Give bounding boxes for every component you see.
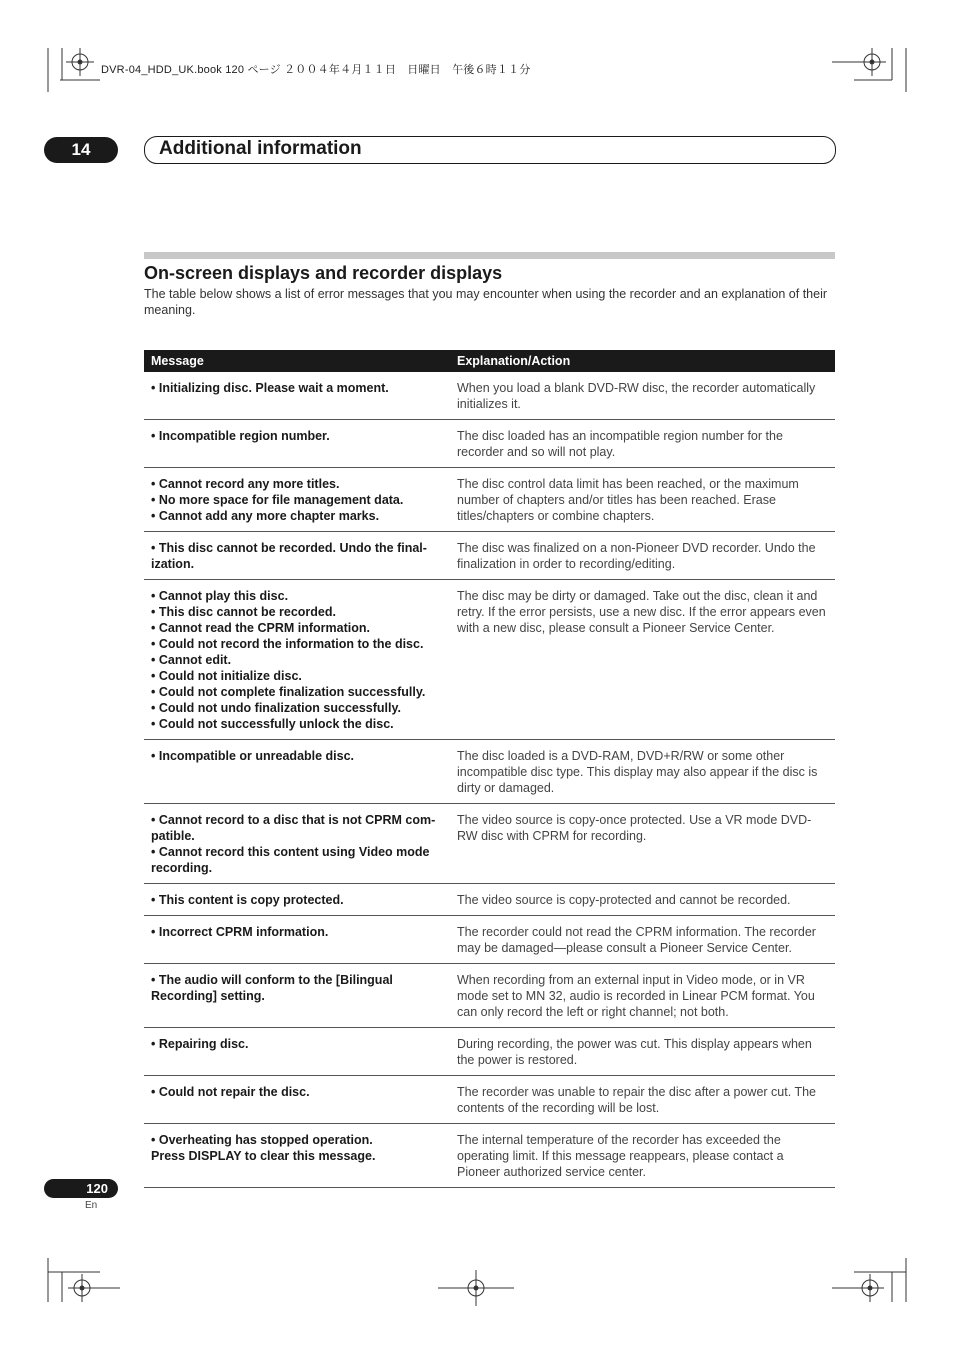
file-info-header: DVR-04_HDD_UK.book 120 ページ ２００４年４月１１日 日曜日 午後６時１１分 xyxy=(101,64,531,76)
message-cell xyxy=(144,884,450,916)
message-line: • Cannot record to a disc that is not CPRM com-patible. xyxy=(151,813,436,843)
error-message-table xyxy=(144,350,835,1188)
message-line: • Cannot play this disc. xyxy=(151,589,289,603)
explanation-cell: The disc was finalized on a non-Pioneer DVD recorder. Undo the finalization in order to recording/editing. xyxy=(450,532,835,580)
message-line: • Could not complete finalization successfully. xyxy=(151,685,426,699)
chapter-title: Additional information xyxy=(159,138,362,159)
message-line: • No more space for file management data. xyxy=(151,493,404,507)
explanation-cell: The disc may be dirty or damaged. Take out the disc, clean it and retry. If the error persists, use a new disc. If the error appears even with a new disc, please consult a Pioneer Service Center. xyxy=(450,580,835,740)
page-number-badge: 120 xyxy=(44,1179,118,1198)
message-line: Press DISPLAY to clear this message. xyxy=(151,1149,376,1163)
message-line: • This content is copy protected. xyxy=(151,893,344,907)
table-row xyxy=(144,740,835,804)
table-row xyxy=(144,1124,835,1188)
explanation-cell: During recording, the power was cut. This display appears when the power is restored. xyxy=(450,1028,835,1076)
message-cell xyxy=(144,964,450,1028)
message-cell xyxy=(144,532,450,580)
message-line: • Incorrect CPRM information. xyxy=(151,925,329,939)
explanation-cell: When recording from an external input in Video mode, or in VR mode set to MN 32, audio is recorded in Linear PCM format. You can only record the left or right channel; not both. xyxy=(450,964,835,1028)
message-line: • Cannot read the CPRM information. xyxy=(151,621,370,635)
column-header-message: Message xyxy=(144,350,450,372)
message-line: • This disc cannot be recorded. xyxy=(151,605,336,619)
table-row xyxy=(144,580,835,740)
table-row xyxy=(144,1076,835,1124)
explanation-cell: The disc loaded has an incompatible region number for the recorder and so will not play. xyxy=(450,420,835,468)
column-header-explanation: Explanation/Action xyxy=(450,350,835,372)
message-line: • Overheating has stopped operation. xyxy=(151,1133,373,1147)
explanation-cell: The video source is copy-once protected. Use a VR mode DVD-RW disc with CPRM for recording. xyxy=(450,804,835,884)
message-line: • This disc cannot be recorded. Undo the final-ization. xyxy=(151,541,427,571)
message-cell xyxy=(144,420,450,468)
message-cell xyxy=(144,1028,450,1076)
table-row xyxy=(144,916,835,964)
message-cell xyxy=(144,580,450,740)
message-line: • Cannot record any more titles. xyxy=(151,477,340,491)
section-divider xyxy=(144,252,835,259)
explanation-cell: The recorder could not read the CPRM information. The recorder may be damaged—please consult a Pioneer Service Center. xyxy=(450,916,835,964)
message-line: • Initializing disc. Please wait a moment. xyxy=(151,381,389,395)
section-intro: The table below shows a list of error messages that you may encounter when using the recorder and an explanation of their meaning. xyxy=(144,287,828,317)
explanation-cell: The recorder was unable to repair the disc after a power cut. The contents of the recording will be lost. xyxy=(450,1076,835,1124)
message-cell xyxy=(144,372,450,420)
explanation-cell: The internal temperature of the recorder has exceeded the operating limit. If this message reappears, please contact a Pioneer authorized service center. xyxy=(450,1124,835,1188)
page-language: En xyxy=(85,1200,98,1211)
table-header-row xyxy=(144,350,835,372)
message-line: • Could not successfully unlock the disc. xyxy=(151,717,394,731)
message-cell xyxy=(144,740,450,804)
table-row xyxy=(144,420,835,468)
table-row xyxy=(144,372,835,420)
message-line: • Incompatible or unreadable disc. xyxy=(151,749,355,763)
message-line: • Cannot add any more chapter marks. xyxy=(151,509,380,523)
message-line: • Could not undo finalization successfully. xyxy=(151,701,401,715)
message-line: • Incompatible region number. xyxy=(151,429,330,443)
table-body xyxy=(144,372,835,1188)
message-line: • Could not repair the disc. xyxy=(151,1085,310,1099)
message-cell xyxy=(144,468,450,532)
table-row xyxy=(144,964,835,1028)
table-row xyxy=(144,884,835,916)
message-line: • Repairing disc. xyxy=(151,1037,249,1051)
message-line: • The audio will conform to the [Bilingual Recording] setting. xyxy=(151,973,393,1003)
message-line: • Cannot record this content using Video mode recording. xyxy=(151,845,430,875)
table-row xyxy=(144,804,835,884)
message-cell xyxy=(144,1076,450,1124)
explanation-cell: The disc control data limit has been reached, or the maximum number of chapters and/or titles has been reached. Erase titles/chapters or combine chapters. xyxy=(450,468,835,532)
message-cell xyxy=(144,804,450,884)
table-row xyxy=(144,532,835,580)
chapter-title-box xyxy=(144,136,836,164)
table-row xyxy=(144,1028,835,1076)
chapter-number-badge: 14 xyxy=(44,137,118,163)
message-line: • Could not record the information to the disc. xyxy=(151,637,424,651)
explanation-cell: The video source is copy-protected and cannot be recorded. xyxy=(450,884,835,916)
message-cell xyxy=(144,1124,450,1188)
explanation-cell: The disc loaded is a DVD-RAM, DVD+R/RW or some other incompatible disc type. This display may also appear if the disc is dirty or damaged. xyxy=(450,740,835,804)
message-line: • Cannot edit. xyxy=(151,653,232,667)
section-title: On-screen displays and recorder displays xyxy=(144,263,503,283)
table-row xyxy=(144,468,835,532)
explanation-cell: When you load a blank DVD-RW disc, the recorder automatically initializes it. xyxy=(450,372,835,420)
message-cell xyxy=(144,916,450,964)
message-line: • Could not initialize disc. xyxy=(151,669,302,683)
